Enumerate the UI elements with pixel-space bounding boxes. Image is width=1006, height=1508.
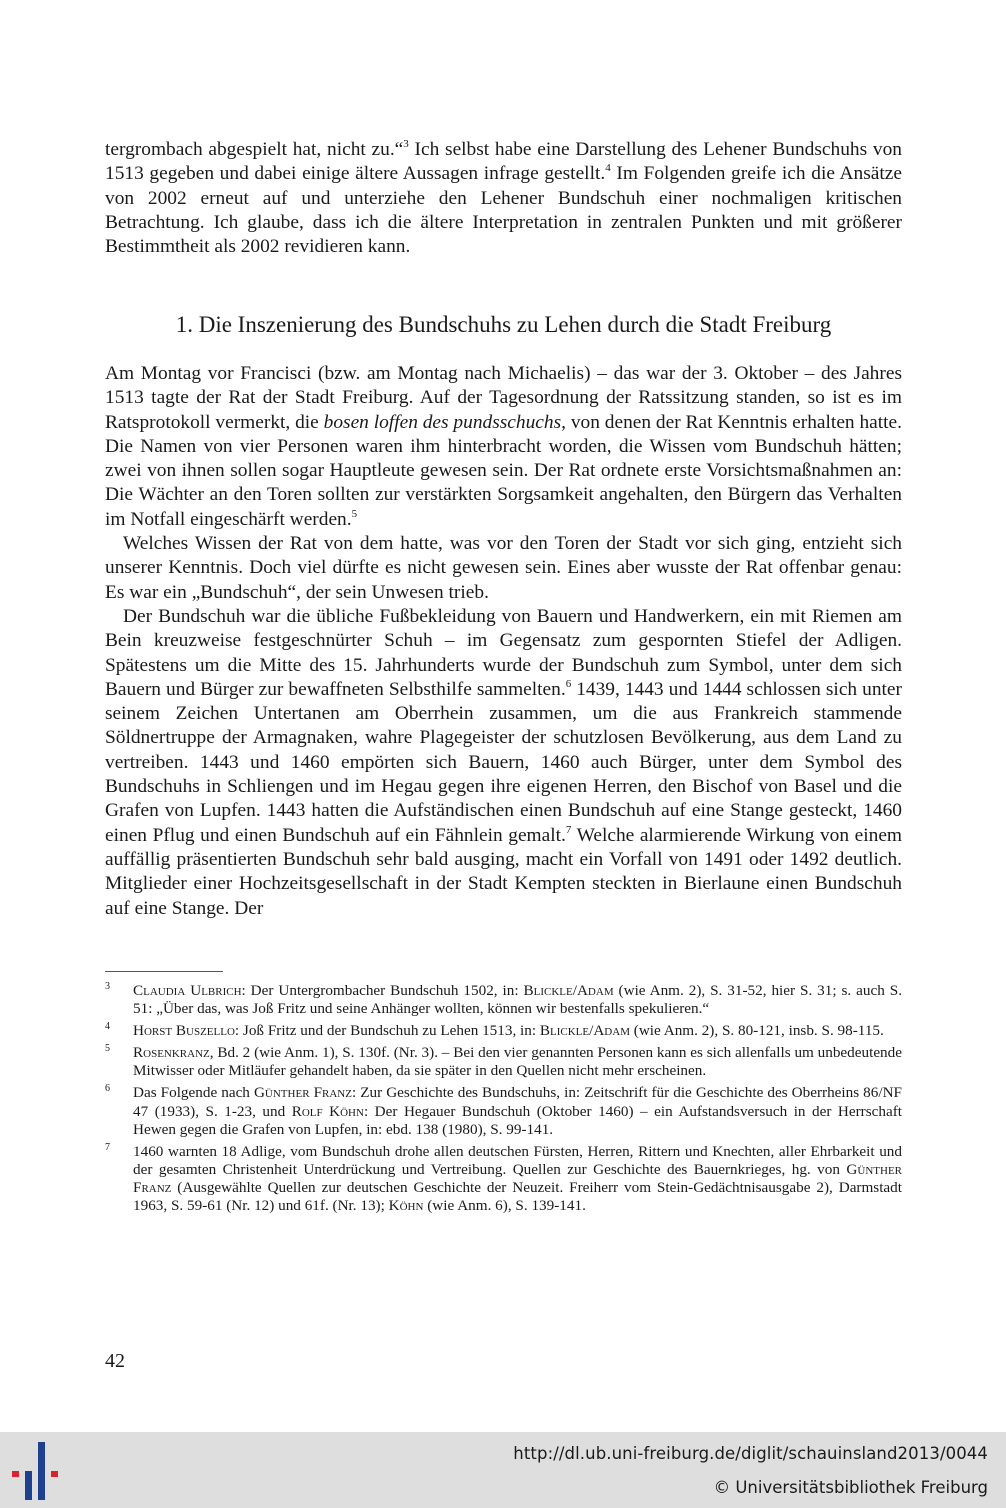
footnote-number: 4 — [105, 1021, 110, 1033]
p1-text-a: Am Montag vor Francisci (bzw. am Montag nach Michaelis) – das war der 3. Oktober – des Jahres 1513 tagte der Rat der Stadt Freiburg. Auf der Tagesordnung der Ratssitzung standen, so ist es im Ratsprotokoll vermerkt, die — [105, 363, 902, 433]
intro-text-2: Ich selbst habe eine Darstellung des Lehener Bundschuhs von 1513 gegeben und dabei einige ältere Aussagen infrage gestellt. — [105, 139, 902, 185]
p3-text-a: Der Bundschuh war die übliche Fußbekleidung von Bauern und Handwerkern, ein mit Riemen am Bein kreuzweise festgeschnürter Schuh – im Gegensatz zum gespornten Stiefel der Adligen. Spätestens um die Mitte des 15. Jahrhunderts wurde der Bundschuh zum Symbol, unter dem sich Bauern und Bürger zur bewaffneten Selbsthilfe sammelten. — [105, 605, 902, 700]
footnote-author: Günther Franz — [253, 1084, 352, 1102]
footnote-4 — [105, 1022, 902, 1040]
footnote-divider — [105, 971, 223, 972]
p2-text: Welches Wissen der Rat von dem hatte, was vor den Toren der Stadt vor sich ging, entzieht sich unserer Kenntnis. Doch viel dürfte es nicht gewesen sein. Eines aber wusste der Rat offenbar genau: Es war ein „Bundschuh“, der sein Unwesen trieb. — [105, 533, 902, 603]
body-paragraph-1 — [105, 362, 902, 532]
footnote-ref-3[interactable]: 3 — [403, 138, 409, 150]
p1-text-b: , von denen der Rat Kenntnis erhalten hatte. Die Namen von vier Personen waren ihm hinterbracht worden, die Wissen vom Bundschuh hätten; zwei von ihnen sollen sogar Hauptleute gewesen sein. Der Rat ordnete erste Vorsichtsmaßnahmen an: Die Wächter an den Toren sollten zur verstärkten Sorgsamkeit angehalten, den Bürgern das Verhalten im Notfall eingeschärft werden. — [105, 411, 902, 530]
footnote-author: Rolf Köhn — [291, 1102, 364, 1120]
footnote-text: Das Folgende nach — [133, 1084, 254, 1102]
body-text — [105, 362, 902, 921]
footnote-text: (wie Anm. 2), S. 80-121, insb. S. 98-115. — [629, 1022, 884, 1040]
footnote-5 — [105, 1044, 902, 1080]
section-heading: 1. Die Inszenierung des Bundschuhs zu Lehen durch die Stadt Freiburg — [175, 312, 832, 337]
page-number: 42 — [105, 1350, 125, 1372]
footnote-text: : Der Hegauer Bundschuh (Oktober 1460) – ein Aufstandsversuch in der Herrschaft Hewen gegen die Grafen von Lupfen, in: ebd. 138 (1980), S. 99-141. — [133, 1102, 903, 1138]
footnote-author: Claudia Ulbrich — [133, 982, 242, 999]
body-paragraph-2 — [105, 532, 902, 605]
footnote-text: (wie Anm. 2), S. 31-52, hier S. 31; s. auch S. 51: „Über das, was Joß Fritz und seine Anhänger wollten, können wir bestenfalls spekulieren.“ — [133, 982, 903, 1018]
intro-text-1: tergrombach abgespielt hat, nicht zu.“ — [105, 139, 404, 160]
footnote-ref-4[interactable]: 4 — [605, 162, 611, 175]
footnote-text: 1460 warnten 18 Adlige, vom Bundschuh drohe allen deutschen Fürsten, Herren, Rittern und Knechten, aller Ehrbarkeit und der gesamten Christenheit Unterdrückung und Vertreibung. Quellen zur Geschichte des Bauernkrieges, hg. von — [133, 1142, 902, 1178]
footnote-3 — [105, 982, 902, 1018]
footnote-text: : Zur Geschichte des Bundschuhs, in: Zeitschrift für die Geschichte des Oberrheins 86/NF 47 (1933), S. 1-23, und — [133, 1084, 902, 1120]
footnote-text: : Der Untergrombacher Bundschuh 1502, in: — [241, 982, 524, 999]
footnote-text: (Ausgewählte Quellen zur deutschen Geschichte der Neuzeit. Freiherr vom Stein-Gedächtnisausgabe 2), Darmstadt 1963, S. 59-61 (Nr. 12) und 61f. (Nr. 13); — [133, 1178, 902, 1215]
copyright-notice: © Universitätsbibliothek Freiburg — [713, 1478, 988, 1497]
footnote-ref-7[interactable]: 7 — [565, 823, 572, 836]
footnote-author: Horst Buszello — [133, 1022, 235, 1040]
library-logo-icon — [12, 1442, 64, 1500]
footnote-ref-5[interactable]: 5 — [351, 507, 358, 520]
footnote-ref-6[interactable]: 6 — [565, 677, 572, 690]
footnote-number: 7 — [105, 1141, 110, 1153]
quoted-source-phrase: bosen loffen des pundsschuchs — [323, 411, 562, 433]
footnote-6 — [105, 1084, 902, 1138]
footnote-author: Köhn — [388, 1197, 424, 1215]
footnote-text: (wie Anm. 6), S. 139-141. — [423, 1197, 586, 1215]
footnote-7 — [105, 1143, 902, 1215]
intro-text-3: Im Folgenden greife ich die Ansätze von 2002 erneut auf und unterziehe den Lehener Bundschuh einer nochmaligen kritischen Betrachtung. Ich glaube, dass ich die ältere Interpretation in zentralen Punkten und mit größerer Bestimmtheit als 2002 revidieren kann. — [105, 163, 902, 258]
footnote-cited-editors: Blickle/Adam — [539, 1022, 630, 1040]
p3-text-c: Welche alarmierende Wirkung von einem auffällig präsentierten Bundschuh sehr bald ausging, macht ein Vorfall von 1491 oder 1492 deutlich. Mitglieder einer Hochzeitsgesellschaft in der Stadt Kempten steckten in Bierlaune einen Bundschuh auf eine Stange. Der — [105, 824, 903, 919]
body-paragraph-3 — [105, 605, 902, 921]
footnote-number: 6 — [105, 1083, 110, 1095]
footnote-number: 3 — [105, 981, 110, 992]
footnote-text: : Joß Fritz und der Bundschuh zu Lehen 1513, in: — [234, 1022, 540, 1040]
intro-paragraph — [105, 138, 902, 259]
document-url-link[interactable]: http://dl.ub.uni-freiburg.de/diglit/schauinsland2013/0044 — [513, 1444, 988, 1463]
p3-text-b: 1439, 1443 und 1444 schlossen sich unter seinem Zeichen Untertanen am Oberrhein zusammen, um die aus Frankreich stammende Söldnertruppe der Armagnaken, wahre Plagegeister der schutzlosen Bevölkerung, aus dem Land zu vertreiben. 1443 und 1460 empörten sich Bauern, 1460 auch Bürger, unter dem Symbol des Bundschuhs in Schliengen und im Hegau gegen ihre eigenen Herren, den Bischof von Basel und die Grafen von Lupfen. 1443 hatten die Aufständischen einen Bundschuh auf eine Stange gesteckt, 1460 einen Pflug und einen Bundschuh auf ein Fähnlein gemalt. — [105, 678, 902, 846]
footnote-number: 5 — [105, 1043, 110, 1055]
footnote-author: Günther Franz — [133, 1160, 902, 1196]
viewer-footer — [0, 1432, 1006, 1508]
footnote-cited-editors: Blickle/Adam — [523, 982, 614, 999]
footnote-author: Rosenkranz — [133, 1044, 210, 1062]
footnote-text: , Bd. 2 (wie Anm. 1), S. 130f. (Nr. 3). – Bei den vier genannten Personen kann es sich allenfalls um unbedeutende Mitwisser oder Mitläufer gehandelt haben, da sie später in den Quellen nicht mehr erscheinen. — [133, 1044, 902, 1080]
footnotes — [105, 982, 902, 1219]
